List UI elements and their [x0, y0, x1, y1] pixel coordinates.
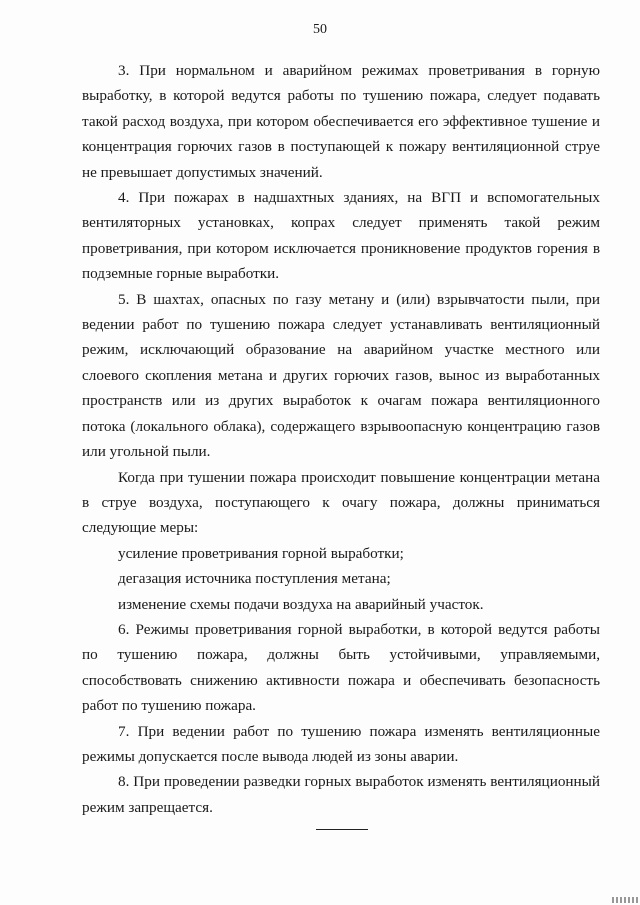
paragraph-6: 6. Режимы проветривания горной выработки, в которой ведутся работы по тушению пожара, должны быть устойчивыми, управляемыми, способствовать снижению активности пожара и обеспечивать безопасность работ по тушению пожара.: [82, 620, 600, 715]
document-body: [82, 58, 600, 820]
paragraph-4: 4. При пожарах в надшахтных зданиях, на ВГП и вспомогательных вентиляторных установках, копрах следует применять такой режим проветривания, при котором исключается проникновение продуктов горения в подземные горные выработки.: [82, 189, 600, 283]
paragraph-7: 7. При ведении работ по тушению пожара изменять вентиляционные режимы допускается после вывода людей из зоны аварии.: [82, 722, 600, 765]
page-number: 50: [313, 22, 327, 37]
paragraph-3: 3. При нормальном и аварийном режимах проветривания в горную выработку, в которой ведутся работы по тушению пожара, следует подавать такой расход воздуха, при котором обеспечивается его эффективное тушение и концентрация горючих газов в поступающей к пожару вентиляционной струе не превышает допустимых значений.: [82, 62, 600, 181]
end-separator-line: [316, 829, 368, 830]
list-item: дегазация источника поступления метана;: [118, 570, 391, 588]
paragraph-methane-measures: Когда при тушении пожара происходит повышение концентрации метана в струе воздуха, поступающего к очагу пожара, должны приниматься следующие меры:: [82, 468, 600, 537]
list-item: усиление проветривания горной выработки;: [118, 544, 404, 562]
scan-mark: [612, 897, 638, 903]
paragraph-5: 5. В шахтах, опасных по газу метану и (или) взрывчатости пыли, при ведении работ по тушению пожара следует устанавливать вентиляционный режим, исключающий образование на аварийном участке местного или слоевого скопления метана и других горючих газов, вынос из выработанных пространств или из других выработок к очагам пожара вентиляционного потока (локального облака), содержащего взрывоопасную концентрацию газов или угольной пыли.: [82, 290, 600, 461]
list-item: изменение схемы подачи воздуха на аварийный участок.: [118, 595, 484, 613]
paragraph-8: 8. При проведении разведки горных выработок изменять вентиляционный режим запрещается.: [82, 773, 600, 816]
